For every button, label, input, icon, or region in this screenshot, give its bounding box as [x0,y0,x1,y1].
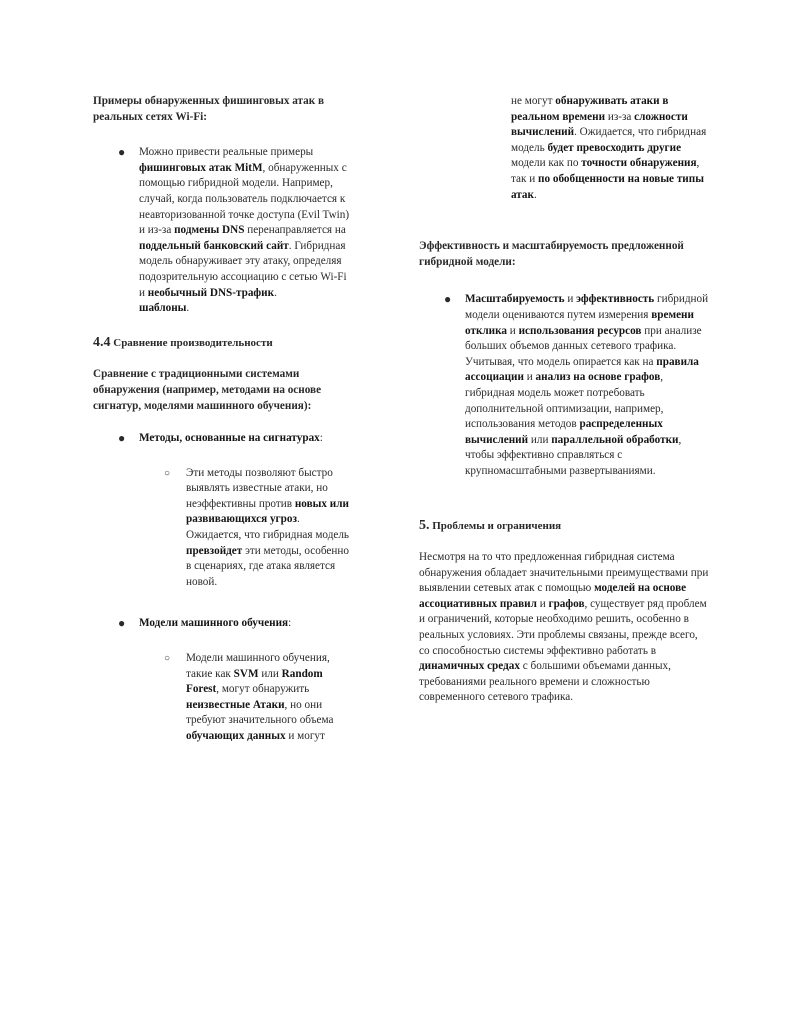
efficiency-heading: Эффективность и масштабируемость предложенной гибридной модели: [419,240,684,268]
bullet-dot-icon: ● [118,616,126,631]
right-column [419,94,711,706]
bullet-dot-icon: ● [444,292,452,307]
left-column [93,94,355,745]
signature-subbullet-text: Эти методы позволяют быстро выявлять известные атаки, но неэффективны против новых или развивающихся угроз. Ожидается, что гибридная модель превзойдет эти методы, особенно в сценариях, где атака является новой. [186,466,350,588]
scalability-bullet [444,292,711,479]
section-5-heading: 5. Проблемы и ограничения [419,518,562,534]
signature-subbullet [164,466,355,591]
ml-subbullet [164,651,355,745]
bullet-dot-icon: ● [118,145,126,160]
scalability-bullet-text: Масштабируемость и эффективность гибридной модели оцениваются путем измерения времени отклика и использования ресурсов при анализе больших объемов данных сетевого трафика. Учитывая, что модель опирается как на правила ассоциации и анализ на основе графов, гибридная модель может потребовать дополнительной оптимизации, например, использования методов распределенных вычислений или параллельной обработки, чтобы эффективно справляться с крупномасштабными развертываниями. [465,293,709,477]
bullet-circle-icon: ○ [164,653,171,665]
wifi-bullet [118,145,355,317]
ml-bullet-text: Модели машинного обучения: [139,617,292,630]
compare-heading: Сравнение с традиционными системами обнаружения (например, методами на основе сигнатур, моделями машинного обучения): [93,368,322,412]
bullet-dot-icon: ● [118,431,126,446]
signature-bullet [118,431,355,447]
section-4-4-heading: 4.4 Сравнение производительности [93,334,273,350]
problems-paragraph: Несмотря на то что предложенная гибридная система обнаружения обладает значительными преимуществами при выявлении сетевых атак с помощью моделей на основе ассоциативных правил и графов, существует ряд проблем и ограничений, которые необходимо решить, особенно в реальных условиях. Эти проблемы связаны, прежде всего, со способностью системы эффективно работать в динамичных средах с большими объемами данных, требованиями реального времени и сложностью современного сетевого трафика. [419,551,709,704]
wifi-heading: Примеры обнаруженных фишинговых атак в реальных сетях Wi-Fi: [93,95,325,123]
signature-bullet-text: Методы, основанные на сигнатурах: [139,432,323,445]
wifi-bullet-text: Можно привести реальные примеры фишинговых атак MitM, обнаруженных с помощью гибридной модели. Например, случай, когда пользователь подключается к неавторизованной точке доступа (Evil Twin) и из-за подмены DNS перенаправляется на поддельный банковский сайт. Гибридная модель обнаруживает эту атаку, определяя подозрительную ассоциацию с сетью Wi-Fi и необычный DNS-трафик. шаблоны. [139,146,350,315]
ml-subbullet-text: Модели машинного обучения, такие как SVM или Random Forest, могут обнаружить неизвестные Атаки, но они требуют значительного объема обучающих данных и могут [186,652,334,742]
bullet-circle-icon: ○ [164,467,171,479]
ml-bullet [118,616,355,632]
continued-paragraph: не могут обнаруживать атаки в реальном времени из-за сложности вычислений. Ожидается, что гибридная модель будет превосходить другие модели как по точности обнаружения, так и по обобщенности на новые типы атак. [511,95,707,201]
